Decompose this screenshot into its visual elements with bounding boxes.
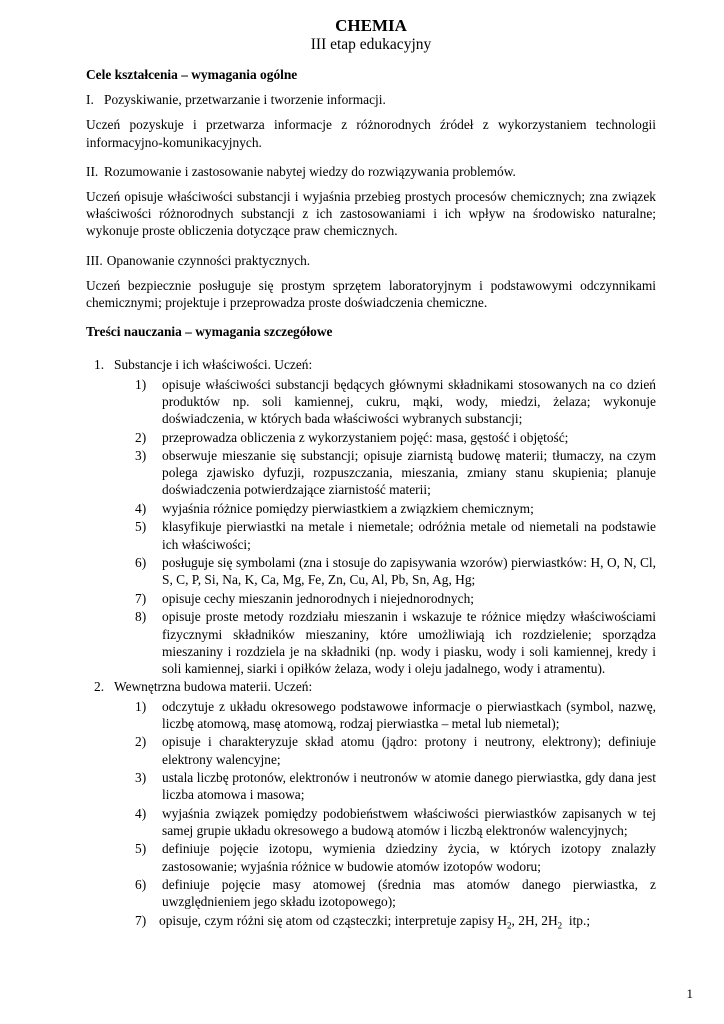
item-number: 2)	[135, 734, 147, 750]
requirement-list	[135, 698, 656, 929]
list-item	[135, 698, 656, 732]
list-item	[135, 590, 656, 607]
item-number: 7)	[135, 912, 147, 928]
item-text: wyjaśnia związek pomiędzy podobieństwem właściwości pierwiastków zapisanych w tej samej grupie układu okresowego a budową atomów i liczbą elektronów walencyjnych;	[162, 805, 656, 838]
list-item	[135, 840, 656, 874]
item-text: definiuje pojęcie izotopu, wymienia dziedziny życia, w których izotopy znalazły zastosowanie; wyjaśnia różnice w budowie atomów izotopów wodoru;	[162, 841, 656, 874]
item-number: 6)	[135, 877, 147, 893]
item-number: 3)	[135, 770, 147, 786]
list-item	[135, 518, 656, 552]
detailed-requirements-heading: Treści nauczania – wymagania szczegółowe	[86, 324, 333, 340]
goal-title	[86, 252, 656, 269]
goal-title-text: Rozumowanie i zastosowanie nabytej wiedzy do rozwiązywania problemów.	[104, 163, 516, 179]
section-title-text: Substancje i ich właściwości. Uczeń:	[114, 357, 313, 373]
list-item	[135, 447, 656, 499]
goal-number: II.	[86, 163, 99, 179]
document-title: CHEMIA	[335, 16, 407, 35]
item-number: 5)	[135, 841, 147, 857]
item-text: opisuje proste metody rozdziału mieszanin i wskazuje te różnice między właściwościami fizycznymi składników mieszaniny, które umożliwiają ich rozdzielenie; sporządza mieszaniny i rozdziela je na składniki (np. wody i piasku, wody i soli kamiennej, kredy i soli kamiennej, siarki i opiłków żelaza, wody i oleju jadalnego, wody i atramentu).	[162, 609, 656, 676]
section-number: 2.	[94, 679, 105, 695]
list-item	[135, 376, 656, 428]
document-page	[86, 16, 656, 930]
item-text	[159, 912, 656, 929]
item-number: 3)	[135, 448, 147, 464]
goal-number: III.	[86, 252, 103, 268]
item-text: definiuje pojęcie masy atomowej (średnia mas atomów danego pierwiastka, z uwzględnieniem jego składu izotopowego);	[162, 877, 656, 910]
section-title-text: Wewnętrzna budowa materii. Uczeń:	[114, 679, 313, 695]
item-text-part: , 2H, 2H	[511, 912, 558, 928]
subscript: 2	[507, 920, 512, 931]
item-number: 7)	[135, 590, 147, 606]
list-item	[135, 554, 656, 588]
item-text: opisuje właściwości substancji będących głównymi składnikami stosowanych na co dzień produktów np. soli kamiennej, cukru, mąki, wody, miedzi, żelaza; wykonuje doświadczenia, w których bada właściwości wybranych substancji;	[162, 376, 656, 427]
content-section	[94, 356, 656, 677]
goal-title	[86, 163, 656, 180]
list-item	[135, 805, 656, 839]
list-item	[135, 876, 656, 910]
item-text: opisuje i charakteryzuje skład atomu (jądro: protony i neutrony, elektrony); definiuje elektrony walencyjne;	[162, 734, 656, 767]
goal-title	[86, 91, 656, 108]
item-text-part: opisuje, czym różni się atom od cząsteczki; interpretuje zapisy H	[159, 912, 508, 928]
content-section	[94, 678, 656, 929]
list-item	[135, 912, 656, 929]
item-number: 5)	[135, 519, 147, 535]
item-number: 4)	[135, 805, 147, 821]
item-number: 6)	[135, 555, 147, 571]
goal-description: Uczeń opisuje właściwości substancji i wyjaśnia przebieg prostych procesów chemicznych; zna związek właściwości różnorodnych substancji z ich zastosowaniami i ich wpływ na środowisko naturalne; wykonuje proste obliczenia dotyczące praw chemicznych.	[86, 189, 656, 239]
list-item	[135, 429, 656, 446]
section-title	[94, 678, 656, 695]
section-title	[94, 356, 656, 373]
list-item	[135, 769, 656, 803]
item-text: wyjaśnia różnice pomiędzy pierwiastkiem a związkiem chemicznym;	[162, 500, 534, 516]
item-text: ustala liczbę protonów, elektronów i neutronów w atomie danego pierwiastka, gdy dana jest liczba atomowa i masowa;	[162, 770, 656, 803]
subscript: 2	[557, 920, 563, 931]
goal-title-text: Pozyskiwanie, przetwarzanie i tworzenie informacji.	[104, 92, 386, 108]
item-text: odczytuje z układu okresowego podstawowe informacje o pierwiastkach (symbol, nazwę, liczbę atomową, masę atomową, rodzaj pierwiastka – metal lub niemetal);	[162, 698, 656, 731]
document-subtitle: III etap edukacyjny	[310, 36, 432, 53]
item-text: klasyfikuje pierwiastki na metale i niemetale; odróżnia metale od niemetali na podstawie ich właściwości;	[162, 519, 656, 552]
item-text: przeprowadza obliczenia z wykorzystaniem pojęć: masa, gęstość i objętość;	[162, 429, 569, 445]
goal-description: Uczeń bezpiecznie posługuje się prostym sprzętem laboratoryjnym i podstawowymi odczynnikami chemicznymi; projektuje i przeprowadza proste doświadczenia chemiczne.	[86, 277, 656, 311]
item-number: 4)	[135, 500, 147, 516]
item-number: 8)	[135, 609, 147, 625]
item-text-part: itp.;	[562, 912, 591, 928]
item-text: posługuje się symbolami (zna i stosuje do zapisywania wzorów) pierwiastków: H, O, N, Cl, S, C, P, Si, Na, K, Ca, Mg, Fe, Zn, Cu, Al, Pb, Sn, Ag, Hg;	[162, 555, 656, 588]
section-number: 1.	[94, 357, 105, 373]
list-item	[135, 500, 656, 517]
goal-description: Uczeń pozyskuje i przetwarza informacje z różnorodnych źródeł z wykorzystaniem technologii informacyjno-komunikacyjnych.	[86, 117, 656, 150]
page-number: 1	[686, 985, 693, 1001]
goal-number: I.	[86, 92, 94, 108]
item-number: 1)	[135, 698, 147, 714]
general-goals-heading: Cele kształcenia – wymagania ogólne	[86, 67, 298, 82]
item-number: 1)	[135, 376, 147, 392]
requirement-list	[135, 376, 656, 678]
list-item	[135, 608, 656, 677]
item-text: opisuje cechy mieszanin jednorodnych i niejednorodnych;	[162, 590, 474, 606]
item-text: obserwuje mieszanie się substancji; opisuje ziarnistą budowę materii; tłumaczy, na czym polega zjawisko dyfuzji, rozpuszczania, mieszania, zmiany stanu skupienia; planuje doświadczenia potwierdzające ziarnistość materii;	[162, 448, 656, 498]
list-item	[135, 733, 656, 767]
item-number: 2)	[135, 429, 147, 445]
goal-title-text: Opanowanie czynności praktycznych.	[106, 252, 311, 268]
